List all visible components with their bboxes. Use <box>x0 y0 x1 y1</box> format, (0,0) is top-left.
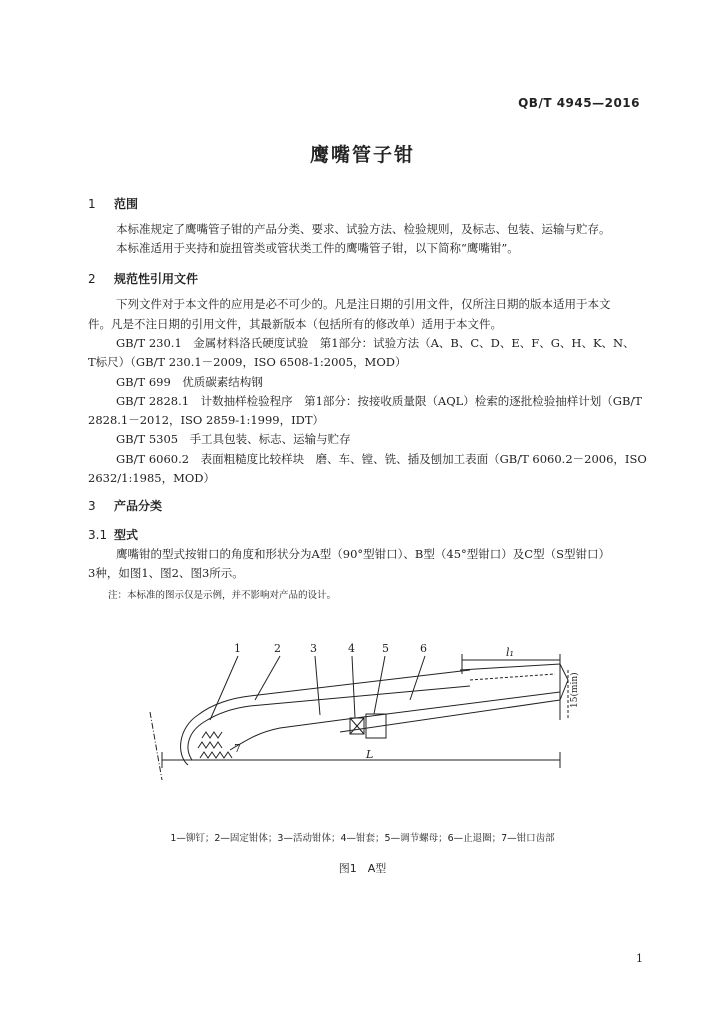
ref-gbt-2828-1-cont: 2828.1－2012，ISO 2859-1:1999，IDT） <box>88 413 325 427</box>
figure-note: 注：本标准的图示仅是示例，并不影响对产品的设计。 <box>108 590 337 601</box>
ref-gbt-699: GB/T 699 优质碳素结构钢 <box>116 375 263 389</box>
ref-gbt-230-1-cont: T标尺）（GB/T 230.1－2009，ISO 6508-1:2005，MOD） <box>88 355 407 369</box>
section-3-1-line-2: 3种，如图1、图2、图3所示。 <box>88 566 244 580</box>
section-3-1-title: 型式 <box>114 528 139 542</box>
section-2-number: 2 <box>88 272 96 286</box>
dim-angle: 15(min) <box>570 672 580 708</box>
callout-2: 2 <box>274 642 281 655</box>
section-1-title: 范围 <box>114 197 139 211</box>
section-3-1-heading <box>88 526 138 543</box>
section-1-number: 1 <box>88 197 96 211</box>
ref-gbt-5305: GB/T 5305 手工具包装、标志、运输与贮存 <box>116 432 351 446</box>
callout-5: 5 <box>382 642 389 655</box>
dim-l1: l₁ <box>506 646 514 659</box>
movable-jaw-outline <box>230 720 340 750</box>
jaw-teeth-2 <box>198 742 222 748</box>
page-number: 1 <box>636 952 643 965</box>
callout-6: 6 <box>420 642 427 655</box>
ref-gbt-230-1: GB/T 230.1 金属材料洛氏硬度试验 第1部分：试验方法（A、B、C、D、E、F、G、H、K、N、 <box>116 336 635 350</box>
section-2-intro-1: 下列文件对于本文件的应用是必不可少的。凡是注日期的引用文件，仅所注日期的版本适用于本文 <box>116 297 611 311</box>
ref-gbt-6060-2-cont: 2632/1:1985，MOD） <box>88 471 216 485</box>
callout-3: 3 <box>310 642 317 655</box>
dim-L: L <box>366 748 374 761</box>
section-3-1-line-1: 鹰嘴钳的型式按钳口的角度和形状分为A型（90°型钳口）、B型（45°型钳口）及C型（S型钳口） <box>116 547 610 561</box>
callout-7: 7 <box>234 742 241 755</box>
figure-1-title: 图1 A型 <box>338 862 387 875</box>
section-2-heading <box>88 270 198 287</box>
section-2-intro-2: 件。凡是不注日期的引用文件，其最新版本（包括所有的修改单）适用于本文件。 <box>88 317 502 331</box>
section-1-line-1: 本标准规定了鹰嘴管子钳的产品分类、要求、试验方法、检验规则，及标志、包装、运输与贮存。 <box>116 222 611 236</box>
page-title: 鹰嘴管子钳 <box>309 144 415 166</box>
jaw-teeth-3 <box>202 732 222 738</box>
section-3-number: 3 <box>88 499 96 513</box>
standard-code: QB/T 4945—2016 <box>518 96 640 110</box>
callout-1: 1 <box>234 642 241 655</box>
section-1-line-2: 本标准适用于夹持和旋扭管类或管状类工件的鹰嘴管子钳，以下简称“鹰嘴钳”。 <box>116 241 519 255</box>
section-3-title: 产品分类 <box>114 499 163 513</box>
handle-top-2 <box>250 686 470 706</box>
callout-4: 4 <box>348 642 355 655</box>
section-2-title: 规范性引用文件 <box>114 272 199 286</box>
jaw-teeth <box>200 752 232 758</box>
ref-gbt-2828-1: GB/T 2828.1 计数抽样检验程序 第1部分：按接收质量限（AQL）检索的逐批检验抽样计划（GB/T <box>116 394 642 408</box>
figure-1-drawing <box>140 640 585 790</box>
figure-1-legend: 1—铆钉；2—固定钳体；3—活动钳体；4—钳套；5—调节螺母；6—止退圈；7—钳口齿部 <box>170 833 555 844</box>
handle-top-1 <box>250 670 470 696</box>
section-1-heading <box>88 195 138 212</box>
ref-gbt-6060-2: GB/T 6060.2 表面粗糙度比较样块 磨、车、镗、铣、插及刨加工表面（GB/T 6060.2－2006，ISO <box>116 452 647 466</box>
grip-tail <box>460 664 568 700</box>
section-3-heading <box>88 497 162 514</box>
left-extent-line <box>150 712 162 780</box>
section-3-1-number: 3.1 <box>88 528 108 542</box>
